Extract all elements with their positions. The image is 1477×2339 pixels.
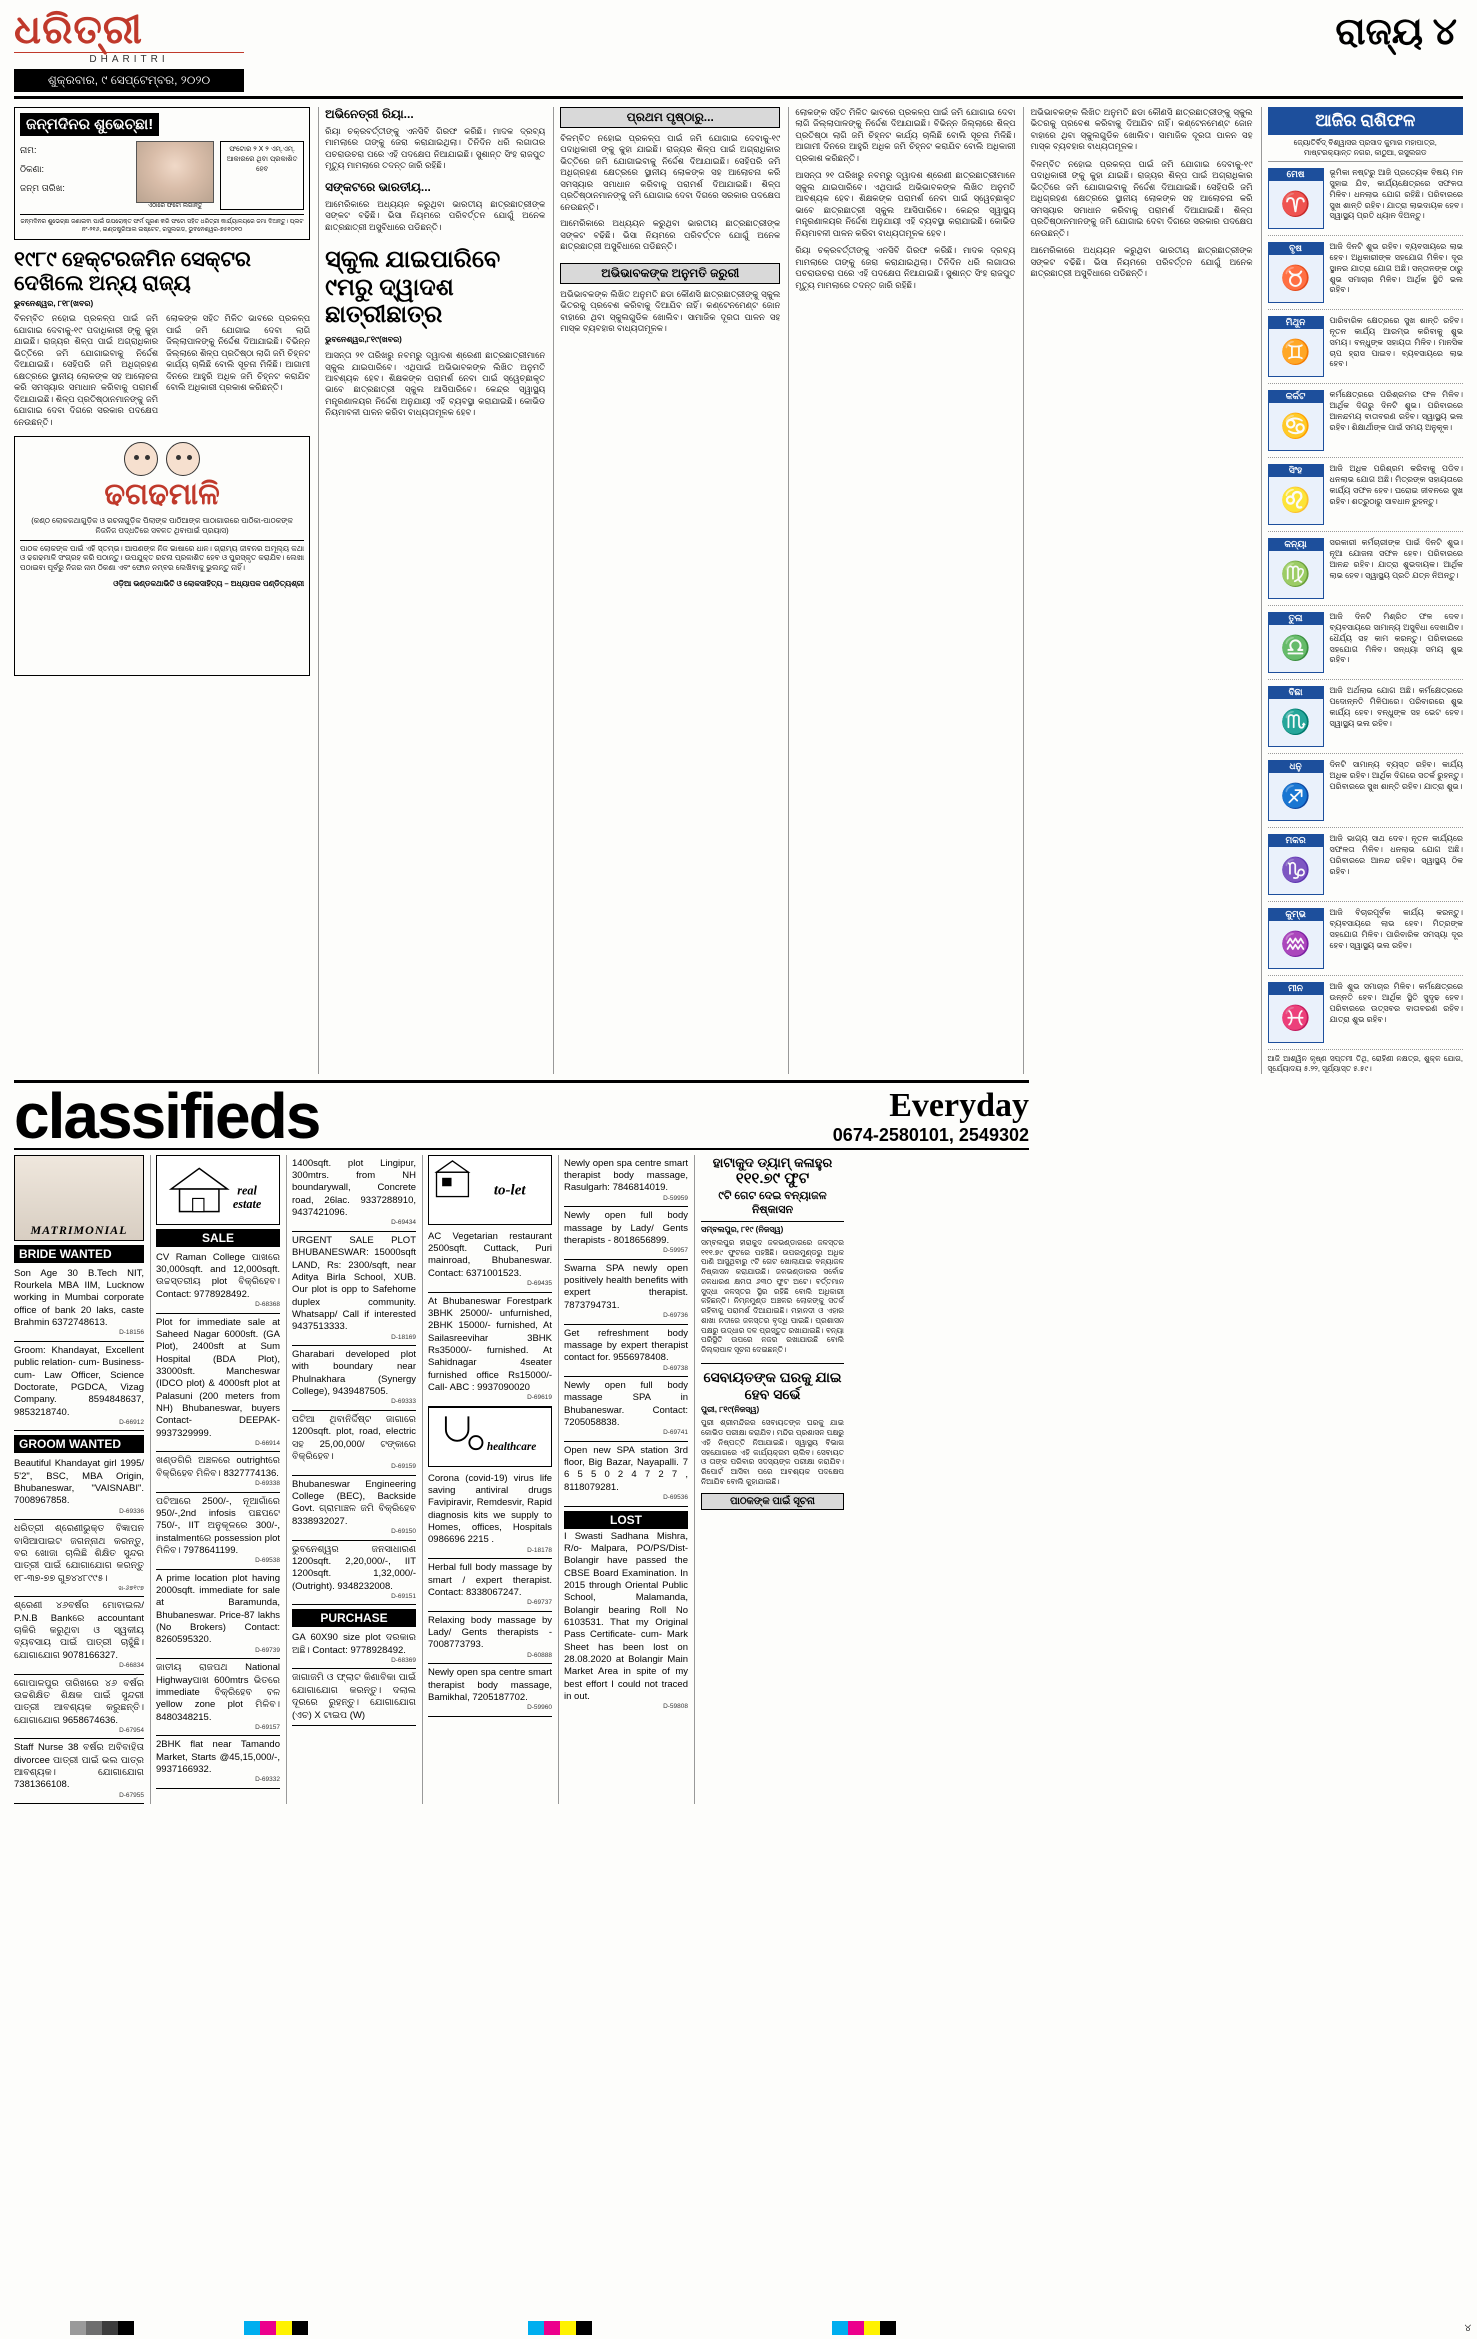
ad-text: Son Age 30 B.Tech NIT, Rourkela MBA IIM, Lucknow working in Mumbai corporate office of bank 20 laks, caste Brahmin 6372748613. xyxy=(14,1267,144,1329)
ad-text: Corona (covid-19) virus life saving antiviral drugs Favipiravir, Remdesvir, Rapid diagnosis kits we supply to Homes, offices, Hospitals 0986696 2215 . xyxy=(428,1472,552,1546)
horoscope-item xyxy=(1268,532,1463,606)
cartoon-title: ଢଗଢମାଳି xyxy=(104,478,220,512)
zodiac-name: କର୍କଟ xyxy=(1268,390,1324,403)
zodiac-name: ବୃଷ xyxy=(1268,242,1324,255)
stethoscope-icon xyxy=(429,1408,551,1466)
horoscope-item xyxy=(1268,976,1463,1050)
birthday-box xyxy=(14,107,310,240)
zodiac-badge xyxy=(1268,834,1324,895)
birthday-footnote: ଜନ୍ମଦିନର ଶୁଭେଚ୍ଛା ଜଣାଇବା ପାଇଁ ଉପରୋକ୍ତ ଫର୍ମ ପୂରଣ କରି ଫଟୋ ସହିତ ଧରିତ୍ରୀ କାର୍ଯ୍ୟାଳୟରେ ଜମା ଦିଅନ୍ତୁ। ପ୍ଲଟ ନଂ-୨୧୬, ଇଣ୍ଡଷ୍ଟ୍ରିଆଲ ଇଷ୍ଟେଟ, ରସୁଲଗଡ, ଭୁବନେଶ୍ୱର-୭୫୧୦୧୦ xyxy=(20,214,304,234)
zodiac-name: ମିଥୁନ xyxy=(1268,316,1324,329)
ad-code: D-66912 xyxy=(119,1418,144,1426)
zodiac-symbol xyxy=(1268,699,1324,747)
lead-body-1: ବିଳମ୍ବିତ ନହୋଇ ପ୍ରକଳ୍ପ ପାଇଁ ଜମି ଯୋଗାଇ ଦେବାକୁ-୧୯ ପଦାଧିକାରୀ ଙ୍କୁ କୁହା ଯାଇଛି। ରାଜ୍ୟର ଶିଳ୍ପ ପାଇଁ ଅଗ୍ରାଧିକାର ଭିତ୍ତିରେ ଜମି ଯୋଗାଇବାକୁ ନିର୍ଦ୍ଦେଶ ଦିଆଯାଇଛି। ସେହିପରି ଜମି ଅଧିଗ୍ରହଣ କ୍ଷେତ୍ରରେ ସ୍ଥାନୀୟ ଲୋକଙ୍କ ସହ ଆଲୋଚନା କରି ସମସ୍ୟାର ସମାଧାନ କରିବାକୁ ପରାମର୍ଶ ଦିଆଯାଇଛି। ଶିଳ୍ପ ପ୍ରତିଷ୍ଠାନମାନଙ୍କୁ ଜମି ଯୋଗାଇ ଦେବା ଦିଗରେ ସରକାର ପଦକ୍ଷେପ ନେଉଛନ୍ତି। xyxy=(14,313,159,427)
zodiac-badge xyxy=(1268,390,1324,451)
classified-ad xyxy=(292,1541,416,1606)
school-story xyxy=(325,247,545,419)
color-swatches-cmyk-1 xyxy=(244,2321,308,2335)
ad-code: D-59957 xyxy=(663,1247,688,1255)
ad-code: D-66914 xyxy=(255,1440,280,1447)
bride-wanted-ads xyxy=(14,1265,144,1432)
svg-text:to-let: to-let xyxy=(493,1182,526,1199)
horoscope-item xyxy=(1268,310,1463,384)
classified-ad xyxy=(14,1265,144,1342)
plot-ads xyxy=(292,1155,416,1606)
ad-text: ଜାଗାଜମି ଓ ଫ୍ଲାଟ କିଣାବିକା ପାଇଁ ଯୋଗାଯୋଗ କରନ୍ତୁ। ଦଲାଲ ଦୂରରେ ରୁହନ୍ତୁ। ଯୋଗାଯୋଗ (ଏଚ) X ଟାଇପ (W) xyxy=(292,1672,416,1721)
issue-date: ଶୁକ୍ରବାର, ୯ ସେପ୍ଟେମ୍ବର, ୨୦୨୦ xyxy=(14,69,244,92)
col-e-body: ଅଭିଭାବକଙ୍କ ଲିଖିତ ଅନୁମତି ଛଡା କୌଣସି ଛାତ୍ରଛାତ୍ରୀଙ୍କୁ ସ୍କୁଲ ଭିତରକୁ ପ୍ରବେଶ କରିବାକୁ ଦିଆଯିବ ନାହିଁ। କଣ୍ଟେନମେଣ୍ଟ ଜୋନ ବାହାରେ ଥିବା ସ୍କୁଲଗୁଡିକ ଖୋଲିବ। ସାମାଜିକ ଦୂରତା ପାଳନ ସହ ମାସ୍କ ବ୍ୟବହାର ବାଧ୍ୟତାମୂଳକ। xyxy=(1030,107,1253,152)
zodiac-glyph-icon: ♐ xyxy=(1280,783,1311,811)
ad-code: D-69157 xyxy=(255,1723,280,1731)
classified-ad xyxy=(292,1669,416,1725)
column-a xyxy=(14,107,310,1074)
classified-ad xyxy=(14,1342,144,1432)
face-icon xyxy=(124,442,158,476)
zodiac-glyph-icon: ♊ xyxy=(1280,339,1311,367)
ad-text: 2BHK flat near Tamando Market, Starts @45,15,000/-, 9937166932. xyxy=(156,1739,280,1776)
classified-ad xyxy=(428,1612,552,1664)
ad-text: Newly open full body massage SPA in Bhubaneswar. Contact: 7205058838. xyxy=(564,1379,688,1428)
sevayat-head: ସେବାୟତଙ୍କ ଘରକୁ ଯାଇ ହେବ ସର୍ଭେ xyxy=(701,1363,844,1403)
ad-text: CV Raman College ପାଖରେ 30,000sqft. and 12,000sqft. ଉଚ୍ଚସ୍ତରୀୟ plot ବିକ୍ରିହେବ। Contact: 9778928492. xyxy=(156,1251,280,1300)
ad-code: D-69739 xyxy=(255,1646,280,1654)
zodiac-badge xyxy=(1268,464,1324,525)
section-title: ରାଜ୍ୟ ୪ xyxy=(1335,11,1457,53)
horoscope-list xyxy=(1268,162,1463,1050)
purchase-header: PURCHASE xyxy=(292,1609,416,1627)
column-c xyxy=(553,107,780,1074)
horoscope-item xyxy=(1268,458,1463,532)
classifieds-title: classifieds xyxy=(14,1080,320,1153)
classified-ad xyxy=(156,1570,280,1660)
classified-ad xyxy=(14,1597,144,1674)
ad-text: GA 60X90 size plot ଦରକାର ଅଛି। Contact: 9778928492. xyxy=(292,1632,416,1656)
ad-code: D-69738 xyxy=(663,1364,688,1372)
ad-code: D-67954 xyxy=(119,1726,144,1734)
ad-text: Plot for immediate sale at Saheed Nagar 6000sft. (GA Plot), 2400sft at Sum Hospital (BDA Plot), 33000sft. Mancheswar (IDCO plot) & 4000sft plot at Palasuni (200 meters from NH) Bhubaneswar, buyers Contact- DEEPAK- 9937329999. xyxy=(156,1316,280,1439)
dam-head-3: ୯ଟି ଗେଟ ଦେଇ ବନ୍ୟାଜଳ ନିଷ୍କାସନ xyxy=(718,1190,827,1217)
classified-ad xyxy=(564,1155,688,1207)
color-swatches-left xyxy=(70,2321,134,2335)
face-icon xyxy=(166,442,200,476)
ad-code: D-69737 xyxy=(527,1599,552,1607)
birthday-field-name: ନାମ: xyxy=(20,145,37,155)
col-e-body-3: ଆମେରିକାରେ ଅଧ୍ୟୟନ କରୁଥିବା ଭାରତୀୟ ଛାତ୍ରଛାତ୍ରୀଙ୍କ ସଙ୍କଟ ବଢିଛି। ଭିସା ନିୟମରେ ପରିବର୍ତ୍ତନ ଯୋଗୁଁ ଅନେକ ଛାତ୍ରଛାତ୍ରୀ ଅସୁବିଧାରେ ପଡିଛନ୍ତି। xyxy=(1030,245,1253,279)
horoscope-item xyxy=(1268,902,1463,976)
zodiac-symbol xyxy=(1268,773,1324,821)
ad-text: ଧରିତ୍ରୀ ଶ୍ରେଣୀଭୁକ୍ତ ବିଜ୍ଞାପନ ବାସିଆପାଇଟ ଜଗନ୍ନାଥ କରନ୍ତୁ, ବର ଖୋଜା ଚାଲିଛି ଶିକ୍ଷିତ ସୁନ୍ଦର ପାତ୍ରୀ ପାଇଁ ଯୋଗାଯୋଗ କରନ୍ତୁ ୧୮-୩୭-୭୭ ଗୁ୭୪୪୮୯୯୫। xyxy=(14,1523,144,1584)
zodiac-badge xyxy=(1268,982,1324,1043)
cartoon-box xyxy=(14,436,310,676)
school-headline: ସ୍କୁଲ ଯାଇପାରିବେ ୯ମରୁ ଦ୍ୱାଦଶ ଛାତ୍ରୀଛାତ୍ର xyxy=(325,247,501,329)
ad-code: D-68368 xyxy=(255,1301,280,1309)
zodiac-name: ଧନୁ xyxy=(1268,760,1324,773)
ad-code: D-18169 xyxy=(391,1333,416,1341)
sale-header: SALE xyxy=(156,1229,280,1247)
zodiac-badge xyxy=(1268,760,1324,821)
classified-ad xyxy=(564,1207,688,1259)
cartoon-credit: ଓଡ଼ିଆ ଭଣ୍ଡକଥାଭିତି ଓ ଲୋକସାହିତ୍ୟ – ଅଧ୍ୟାପକ ପଣ୍ଡିତ୍ୟଶ୍ରୀ xyxy=(113,578,305,588)
zodiac-prediction: ଆଜି ଦିନଟି ମିଶ୍ରିତ ଫଳ ଦେବ। ବ୍ୟବସାୟରେ ସାମାନ୍ୟ ଅସୁବିଧା ଦେଖାଯିବ। ଧୈର୍ଯ୍ୟ ସହ କାମ କରନ୍ତୁ। ପରିବାରରେ ସହଯୋଗ ମିଳିବ। ସନ୍ଧ୍ୟା ସମୟ ଶୁଭ ରହିବ। xyxy=(1329,612,1463,665)
guardian-permission-head: ଅଭିଭାବକଙ୍କ ଅନୁମତି ଜରୁରୀ xyxy=(560,263,780,284)
classified-ad xyxy=(564,1442,688,1507)
ad-code: D-69736 xyxy=(663,1312,688,1320)
zodiac-badge xyxy=(1268,538,1324,599)
zodiac-name: କନ୍ୟା xyxy=(1268,538,1324,551)
classified-ad xyxy=(14,1739,144,1804)
ad-code: D-69434 xyxy=(391,1219,416,1227)
reader-notice-head: ପାଠକଙ୍କ ପାଇଁ ସୂଚନା xyxy=(701,1493,844,1510)
school-byline: ଭୁବନେଶ୍ୱର,୮୧୯(ଖବର) xyxy=(325,335,402,345)
ad-text: AC Vegetarian restaurant 2500sqft. Cuttack, Puri mainroad, Bhubaneswar. Contact: 6371001523. xyxy=(428,1230,552,1279)
classified-ad xyxy=(292,1232,416,1346)
dam-head-1: ହାଟାକୁଦ ଡ୍ୟାମ୍ କଳାହୁର xyxy=(712,1154,833,1170)
cartoon-body: ପାଠକ ଲୋକଙ୍କ ପାଇଁ ଏହି ସ୍ତମ୍ଭ। ଆପଣଙ୍କ ନିଜ ଭାଷାରେ ଧାନ। ଗ୍ରାମ୍ୟ ଜୀବନର ଅମୂଲ୍ୟ କଥା ଓ ଢଗଢମାଳି ସଂଗ୍ରହ କରି ପଠାନ୍ତୁ। ଉପଯୁକ୍ତ ରଚନା ପ୍ରକାଶିତ ହେବ ଓ ପୁରସ୍କୃତ କରାଯିବ। ଲେଖା ପଠାଇବା ପୂର୍ବରୁ ନିଜର ନାମ ଠିକଣା ଏବଂ ଫୋନ ନମ୍ବର ଲେଖିବାକୁ ଭୁଲନ୍ତୁ ନାହିଁ। xyxy=(20,543,305,573)
zodiac-symbol xyxy=(1268,847,1324,895)
zodiac-glyph-icon: ♏ xyxy=(1280,709,1311,737)
ad-code: D-69338 xyxy=(255,1480,280,1488)
ad-text: Get refreshment body massage by expert therapist contact for. 9556978408. xyxy=(564,1327,688,1364)
healthcare-graphic xyxy=(428,1407,552,1467)
col-d-body: ଲୋକଙ୍କ ସହିତ ମିଳିତ ଭାବରେ ପ୍ରକଳ୍ପ ପାଇଁ ଜମି ଯୋଗାଇ ଦେବା ଲାଗି ଜିଲ୍ଲାପାଳଙ୍କୁ ନିର୍ଦ୍ଦେଶ ଦିଆଯାଇଛି। ବିଭିନ୍ନ ଜିଲ୍ଲାରେ ଶିଳ୍ପ ପ୍ରତିଷ୍ଠା ଲାଗି ଜମି ଚିହ୍ନଟ କାର୍ଯ୍ୟ ଚାଲିଛି ବୋଲି ସୂଚନା ମିଳିଛି। ଆଗାମୀ ଦିନରେ ଆହୁରି ଅଧିକ ଜମି ଚିହ୍ନଟ କରାଯିବ ବୋଲି ଅଧିକାରୀ ପ୍ରକାଶ କରିଛନ୍ତି। xyxy=(795,107,1016,163)
ad-text: Swarna SPA newly open positively health benefits with expert therapist. 7873794731. xyxy=(564,1262,688,1311)
matrimonial-label: MATRIMONIAL xyxy=(30,1222,128,1237)
classified-ad xyxy=(292,1629,416,1669)
ad-text: ପଟିଆ ଥିବାନିର୍ଦ୍ଦିଷ୍ଟ ଜାଗାରେ 1200sqft. plot, road, electric ସହ 25,00,000/ ଟଙ୍କାରେ ବିକ୍ରିହେବ। xyxy=(292,1413,416,1462)
zodiac-glyph-icon: ♍ xyxy=(1280,561,1311,589)
ad-code: D-69333 xyxy=(391,1398,416,1406)
ad-text: ଖଣ୍ଡଗିରି ଅଞ୍ଚଳରେ outrightରେ ବିକ୍ରିହେବ ମିଳିବ। 8327774136. xyxy=(156,1455,280,1479)
top-section xyxy=(14,107,1463,1074)
ad-text: ଗୋପାଳପୁର ତାରିଖରେ ୪୬ ବର୍ଷର ଉଚ୍ଚଶିକ୍ଷିତ ଶିକ୍ଷକ ପାଇଁ ସୁନ୍ଦରୀ ପାତ୍ରୀ ଆବଶ୍ୟକ କରୁଛନ୍ତି। ଯୋଗାଯୋଗ 9658674636. xyxy=(14,1677,144,1726)
classified-ad xyxy=(428,1228,552,1293)
horoscope-column xyxy=(1261,107,1463,1074)
zodiac-symbol xyxy=(1268,255,1324,303)
zodiac-symbol xyxy=(1268,477,1324,525)
classified-ad xyxy=(428,1470,552,1560)
school-body: ଆସନ୍ତା ୨୧ ତାରିଖରୁ ନବମରୁ ଦ୍ୱାଦଶ ଶ୍ରେଣୀ ଛାତ୍ରଛାତ୍ରୀମାନେ ସ୍କୁଲ ଯାଇପାରିବେ। ଏଥିପାଇଁ ଅଭିଭାବକଙ୍କ ଲିଖିତ ଅନୁମତି ଆବଶ୍ୟକ ହେବ। ଶିକ୍ଷକଙ୍କ ପରାମର୍ଶ ନେବା ପାଇଁ ସ୍ୱେଚ୍ଛାକୃତ ଭାବେ ଛାତ୍ରଛାତ୍ରୀ ସ୍କୁଲ ଆସିପାରିବେ। କେନ୍ଦ୍ର ସ୍ୱାସ୍ଥ୍ୟ ମନ୍ତ୍ରଣାଳୟର ନିର୍ଦ୍ଦେଶ ଅନୁଯାୟୀ ଏହି ବ୍ୟବସ୍ଥା କରାଯାଇଛି। କୋଭିଡ ନିୟମାବଳୀ ପାଳନ କରିବା ବାଧ୍ୟତାମୂଳକ ହେବ। xyxy=(325,350,546,418)
zodiac-name: କୁମ୍ଭ xyxy=(1268,908,1324,921)
classified-ad xyxy=(14,1520,144,1597)
cartoon-faces xyxy=(20,442,304,476)
zodiac-badge xyxy=(1268,242,1324,303)
zodiac-glyph-icon: ♈ xyxy=(1280,191,1311,219)
classified-ad xyxy=(156,1249,280,1314)
classified-ad xyxy=(564,1377,688,1442)
photo-caption: ଏଠାରେ ଫଟୋ ଲଗାନ୍ତୁ xyxy=(147,203,203,209)
classified-ad xyxy=(292,1476,416,1541)
horoscope-item xyxy=(1268,384,1463,458)
to-let-icon xyxy=(429,1156,551,1224)
classified-column-5 xyxy=(558,1155,688,1804)
zodiac-glyph-icon: ♓ xyxy=(1280,1005,1311,1033)
classified-ad xyxy=(292,1155,416,1232)
zodiac-glyph-icon: ♉ xyxy=(1280,265,1311,293)
logo-roman: DHARITRI xyxy=(14,52,244,65)
classified-ad xyxy=(428,1559,552,1611)
purchase-ads xyxy=(292,1629,416,1726)
zodiac-symbol xyxy=(1268,181,1324,229)
zodiac-badge xyxy=(1268,316,1324,377)
col-d-body-2: ଆସନ୍ତା ୨୧ ତାରିଖରୁ ନବମରୁ ଦ୍ୱାଦଶ ଶ୍ରେଣୀ ଛାତ୍ରଛାତ୍ରୀମାନେ ସ୍କୁଲ ଯାଇପାରିବେ। ଏଥିପାଇଁ ଅଭିଭାବକଙ୍କ ଲିଖିତ ଅନୁମତି ଆବଶ୍ୟକ ହେବ। ଶିକ୍ଷକଙ୍କ ପରାମର୍ଶ ନେବା ପାଇଁ ସ୍ୱେଚ୍ଛାକୃତ ଭାବେ ଛାତ୍ରଛାତ୍ରୀ ସ୍କୁଲ ଆସିପାରିବେ। କେନ୍ଦ୍ର ସ୍ୱାସ୍ଥ୍ୟ ମନ୍ତ୍ରଣାଳୟର ନିର୍ଦ୍ଦେଶ ଅନୁଯାୟୀ ଏହି ବ୍ୟବସ୍ଥା କରାଯାଇଛି। କୋଭିଡ ନିୟମାବଳୀ ପାଳନ କରିବା ବାଧ୍ୟତାମୂଳକ ହେବ। xyxy=(795,170,1016,238)
classified-ad xyxy=(156,1493,280,1570)
horoscope-title: ଆଜିର ରାଶିଫଳ xyxy=(1268,107,1463,135)
ad-code: D-18178 xyxy=(527,1546,552,1554)
spa-ads xyxy=(564,1155,688,1507)
baby-photo xyxy=(136,141,214,203)
zodiac-symbol xyxy=(1268,551,1324,599)
zodiac-prediction: ଆଜି ବିଚାରପୂର୍ବକ କାର୍ଯ୍ୟ କରନ୍ତୁ। ବ୍ୟବସାୟରେ ଲାଭ ହେବ। ମିତ୍ରଙ୍କ ସହଯୋଗ ମିଳିବ। ପାରିବାରିକ ସମସ୍ୟା ଦୂର ହେବ। ସ୍ୱାସ୍ଥ୍ୟ ଭଲ ରହିବ। xyxy=(1329,908,1463,950)
classified-ad xyxy=(156,1659,280,1736)
dam-body: ସମ୍ବଲପୁର ହୀରାକୁଦ ଜଳଭଣ୍ଡାରରେ ଜଳସ୍ତର ୧୧୧.୭୯ ଫୁଟରେ ପହଞ୍ଚିଛି। ଉପରମୁଣ୍ଡରୁ ଅଧିକ ପାଣି ଆସୁଥିବାରୁ ୯ଟି ଗେଟ ଖୋଲାଯାଇ ବନ୍ୟାଜଳ ନିଷ୍କାସନ କରାଯାଉଛି। ଜଳଭଣ୍ଡାରର ସର୍ବୋଚ୍ଚ ଜଳଧାରଣ କ୍ଷମତା ୬୩୦ ଫୁଟ ଅଟେ। ବର୍ତ୍ତମାନ ସୁଦ୍ଧା ଜଳସ୍ତର ସ୍ଥିର ରହିଛି ବୋଲି ଅଧିକାରୀ କହିଛନ୍ତି। ନିମ୍ନମୁଣ୍ଡ ଅଞ୍ଚଳର ଲୋକଙ୍କୁ ସତର୍କ ରହିବାକୁ ପରାମର୍ଶ ଦିଆଯାଇଛି। ମହାନଦୀ ଓ ଏହାର ଶାଖା ନଦୀରେ ଜଳସ୍ତର ବୃଦ୍ଧି ପାଇଛି। ପ୍ରଶାସନ ପକ୍ଷରୁ ଉଦ୍ଧାର ଦଳ ପ୍ରସ୍ତୁତ ରଖାଯାଇଛି। ବନ୍ୟା ପରିସ୍ଥିତି ଉପରେ ନଜର ରଖାଯାଉଛି ବୋଲି ଜିଲ୍ଲାପାଳ ସୂଚନା ଦେଇଛନ୍ତି। xyxy=(701,1237,844,1355)
zodiac-symbol xyxy=(1268,921,1324,969)
svg-text:real: real xyxy=(237,1183,257,1198)
to-let-ads xyxy=(428,1228,552,1407)
horoscope-item xyxy=(1268,754,1463,828)
zodiac-name: ସିଂହ xyxy=(1268,464,1324,477)
healthcare-ads xyxy=(428,1470,552,1717)
birthday-ad-box: ଫଟୋର ୨ X ୨ ଏମ୍.ଏମ୍. ଆକାରରେ ଥିବା ପ୍ରକାଶିତ ହେବ xyxy=(220,141,304,210)
ad-text: Relaxing body massage by Lady/ Gents therapists - 7008773793. xyxy=(428,1614,552,1651)
ad-code: D-69536 xyxy=(663,1494,688,1502)
bride-wanted-header: BRIDE WANTED xyxy=(14,1245,144,1263)
ad-text: Open new SPA station 3rd floor, Big Bazar, Nayapalli. 7 6 5 5 0 2 4 7 2 7 , 8118079281. xyxy=(564,1444,688,1493)
zodiac-name: ମେଷ xyxy=(1268,168,1324,181)
ad-text: Bhubaneswar Engineering College (BEC), Backside Govt. ଗ୍ରାମାଞ୍ଚଳ ଜମି ବିକ୍ରିହେବ 8338932027. xyxy=(292,1478,416,1527)
classifieds-phone[interactable]: 0674-2580101, 2549302 xyxy=(832,1124,1029,1145)
real-estate-graphic xyxy=(156,1155,280,1225)
col-c-body-2: ଆମେରିକାରେ ଅଧ୍ୟୟନ କରୁଥିବା ଭାରତୀୟ ଛାତ୍ରଛାତ୍ରୀଙ୍କ ସଙ୍କଟ ବଢିଛି। ଭିସା ନିୟମରେ ପରିବର୍ତ୍ତନ ଯୋଗୁଁ ଅନେକ ଛାତ୍ରଛାତ୍ରୀ ଅସୁବିଧାରେ ପଡିଛନ୍ତି। xyxy=(560,218,781,252)
zodiac-symbol xyxy=(1268,995,1324,1043)
ad-code: D-69538 xyxy=(255,1557,280,1565)
logo-block xyxy=(14,7,244,92)
zodiac-badge xyxy=(1268,168,1324,229)
zodiac-glyph-icon: ♑ xyxy=(1280,857,1311,885)
ad-text: ଜାତୀୟ ରାଜପଥ National Highwayପାଖ 600mtrs ଭିତରେ immediate ବିକ୍ରିହେବ ବଳ yellow zone plot ମିଳିବ। 8480348215. xyxy=(156,1662,280,1723)
zodiac-prediction: ଆଜି ଅଧିକ ପରିଶ୍ରମ କରିବାକୁ ପଡିବ। ଧନଲାଭ ଯୋଗ ଅଛି। ମିତ୍ରଙ୍କ ସହାୟତାରେ କାର୍ଯ୍ୟ ସଫଳ ହେବ। ଘରୋଇ ଜୀବନରେ ସୁଖ ରହିବ। ଶତ୍ରୁଠାରୁ ସାବଧାନ ରୁହନ୍ତୁ। xyxy=(1329,464,1463,506)
zodiac-glyph-icon: ♒ xyxy=(1280,931,1311,959)
ad-text: Staff Nurse 38 ବର୍ଷର ଅବିବାହିତା divorcee ପାତ୍ରୀ ପାଇଁ ଭଲ ପାତ୍ର ଆବଶ୍ୟକ। ଯୋଗାଯୋଗ 7381366108. xyxy=(14,1742,144,1791)
ad-code: D-69741 xyxy=(663,1429,688,1437)
birthday-title: ଜନ୍ମଦିନର ଶୁଭେଚ୍ଛା! xyxy=(20,113,159,136)
zodiac-prediction: ଦିନଟି ସାମାନ୍ୟ ବ୍ୟସ୍ତ ରହିବ। କାର୍ଯ୍ୟ ଅଧିକ ରହିବ। ଆର୍ଥିକ ଦିଗରେ ସତର୍କ ରୁହନ୍ତୁ। ପରିବାରରେ ସୁଖ ଶାନ୍ତି ରହିବ। ଯାତ୍ରା ଶୁଭ। xyxy=(1329,760,1463,791)
lost-code: D-59808 xyxy=(663,1703,688,1711)
col-d-body-3: ରିୟା ଚକ୍ରବର୍ତ୍ତୀଙ୍କୁ ଏନସିବି ଗିରଫ କରିଛି। ମାଦକ ଦ୍ରବ୍ୟ ମାମଲାରେ ତାଙ୍କୁ ଜେରା କରାଯାଇଥିଲା। ତିନିଦିନ ଧରି ଲଗାତାର ପଚରାଉଚରା ପରେ ଏହି ପଦକ୍ଷେପ ନିଆଯାଇଛି। ସୁଶାନ୍ତ ସିଂହ ରାଜପୁତ ମୃତ୍ୟୁ ମାମଲାରେ ତଦନ୍ତ ଜାରି ରହିଛି। xyxy=(795,245,1016,290)
classified-column-matrimonial xyxy=(14,1155,144,1804)
col-e-body-2: ବିଳମ୍ବିତ ନହୋଇ ପ୍ରକଳ୍ପ ପାଇଁ ଜମି ଯୋଗାଇ ଦେବାକୁ-୧୯ ପଦାଧିକାରୀ ଙ୍କୁ କୁହା ଯାଇଛି। ରାଜ୍ୟର ଶିଳ୍ପ ପାଇଁ ଅଗ୍ରାଧିକାର ଭିତ୍ତିରେ ଜମି ଯୋଗାଇବାକୁ ନିର୍ଦ୍ଦେଶ ଦିଆଯାଇଛି। ସେହିପରି ଜମି ଅଧିଗ୍ରହଣ କ୍ଷେତ୍ରରେ ସ୍ଥାନୀୟ ଲୋକଙ୍କ ସହ ଆଲୋଚନା କରି ସମସ୍ୟାର ସମାଧାନ କରିବାକୁ ପରାମର୍ଶ ଦିଆଯାଇଛି। ଶିଳ୍ପ ପ୍ରତିଷ୍ଠାନମାନଙ୍କୁ ଜମି ଯୋଗାଇ ଦେବା ଦିଗରେ ସରକାର ପଦକ୍ଷେପ ନେଉଛନ୍ତି। xyxy=(1030,158,1253,238)
color-swatches-cmyk-2 xyxy=(528,2321,592,2335)
col-c-body: ବିଳମ୍ବିତ ନହୋଇ ପ୍ରକଳ୍ପ ପାଇଁ ଜମି ଯୋଗାଇ ଦେବାକୁ-୧୯ ପଦାଧିକାରୀ ଙ୍କୁ କୁହା ଯାଇଛି। ରାଜ୍ୟର ଶିଳ୍ପ ପାଇଁ ଅଗ୍ରାଧିକାର ଭିତ୍ତିରେ ଜମି ଯୋଗାଇବାକୁ ନିର୍ଦ୍ଦେଶ ଦିଆଯାଇଛି। ସେହିପରି ଜମି ଅଧିଗ୍ରହଣ କ୍ଷେତ୍ରରେ ସ୍ଥାନୀୟ ଲୋକଙ୍କ ସହ ଆଲୋଚନା କରି ସମସ୍ୟାର ସମାଧାନ କରିବାକୁ ପରାମର୍ଶ ଦିଆଯାଇଛି। ଶିଳ୍ପ ପ୍ରତିଷ୍ଠାନମାନଙ୍କୁ ଜମି ଯୋଗାଇ ଦେବା ଦିଗରେ ସରକାର ପଦକ୍ଷେପ ନେଉଛନ୍ତି। xyxy=(560,133,781,212)
zodiac-prediction: ଆଜି ଭାଗ୍ୟ ସାଥ ଦେବ। ନୂତନ କାର୍ଯ୍ୟରେ ସଫଳତା ମିଳିବ। ଧନଲାଭ ଯୋଗ ଅଛି। ପରିବାରରେ ଆନନ୍ଦ ରହିବ। ସ୍ୱାସ୍ଥ୍ୟ ଠିକ ରହିବ। xyxy=(1329,834,1463,876)
classified-column-3 xyxy=(286,1155,416,1804)
zodiac-name: ବିଛା xyxy=(1268,686,1324,699)
classified-column-tolet xyxy=(422,1155,552,1804)
ad-text: Newly open spa centre smart therapist body massage, Rasulgarh: 7846814019. xyxy=(564,1157,688,1194)
ad-code: D-59960 xyxy=(527,1704,552,1712)
zodiac-symbol xyxy=(1268,625,1324,673)
zodiac-prediction: ପାରିବାରିକ କ୍ଷେତ୍ରରେ ସୁଖ ଶାନ୍ତି ରହିବ। ନୂତନ କାର୍ଯ୍ୟ ଆରମ୍ଭ କରିବାକୁ ଶୁଭ ସମୟ। ବନ୍ଧୁଙ୍କ ସହାୟତା ମିଳିବ। ମାନସିକ ଚାପ ହ୍ରାସ ପାଇବ। ବ୍ୟବସାୟରେ ଲାଭ ହେବ। xyxy=(1329,316,1463,369)
horoscope-item xyxy=(1268,828,1463,902)
svg-text:healthcare: healthcare xyxy=(486,1440,537,1453)
col-b-body: ରିୟା ଚକ୍ରବର୍ତ୍ତୀଙ୍କୁ ଏନସିବି ଗିରଫ କରିଛି। ମାଦକ ଦ୍ରବ୍ୟ ମାମଲାରେ ତାଙ୍କୁ ଜେରା କରାଯାଇଥିଲା। ତିନିଦିନ ଧରି ଲଗାତାର ପଚରାଉଚରା ପରେ ଏହି ପଦକ୍ଷେପ ନିଆଯାଇଛି। ସୁଶାନ୍ତ ସିଂହ ରାଜପୁତ ମୃତ୍ୟୁ ମାମଲାରେ ତଦନ୍ତ ଜାରି ରହିଛି। xyxy=(325,126,546,171)
sale-ads xyxy=(156,1249,280,1789)
color-swatches-cmyk-3 xyxy=(832,2321,896,2335)
horoscope-item xyxy=(1268,162,1463,236)
horoscope-item xyxy=(1268,680,1463,754)
classifieds-section xyxy=(14,1155,1463,1804)
ad-code: D-68369 xyxy=(391,1657,416,1665)
classified-ad xyxy=(156,1314,280,1453)
ad-text: At Bhubaneswar Forestpark 3BHK 25000/- unfurnished, 2BHK 15000/- furnished, At Sailasreevihar 3BHK Rs35000/- furnished. At Sahidnagar 4seater furnished office Rs15000/- Call- ABC : 9937090020 xyxy=(428,1295,552,1393)
ad-code: D-69336 xyxy=(119,1507,144,1515)
classified-ad xyxy=(428,1664,552,1716)
classified-ad xyxy=(156,1736,280,1788)
column-b xyxy=(318,107,545,1074)
col-b-head: ଅଭିନେତ୍ରୀ ରିୟା... xyxy=(325,107,414,121)
horoscope-item xyxy=(1268,606,1463,680)
to-let-graphic xyxy=(428,1155,552,1225)
ad-code: D-69150 xyxy=(391,1528,416,1536)
zodiac-prediction: ଆଜି ଅର୍ଥଲାଭ ଯୋଗ ଅଛି। କର୍ମକ୍ଷେତ୍ରରେ ପଦୋନ୍ନତି ମିଳିପାରେ। ପରିବାରରେ ଶୁଭ କାର୍ଯ୍ୟ ହେବ। ବନ୍ଧୁଙ୍କ ସହ ଭେଟ ହେବ। ସ୍ୱାସ୍ଥ୍ୟ ଭଲ ରହିବ। xyxy=(1329,686,1463,728)
classified-ad xyxy=(156,1452,280,1492)
dam-news-column xyxy=(694,1155,844,1804)
ad-text: Beautiful Khandayat girl 1995/ 5'2", BSC, MBA Origin, Bhubaneswar, "VAISNABI". 7008967858. xyxy=(14,1458,144,1507)
zodiac-badge xyxy=(1268,908,1324,969)
zodiac-name: ମକର xyxy=(1268,834,1324,847)
ad-code: D-69619 xyxy=(527,1394,552,1402)
classified-ad xyxy=(292,1346,416,1411)
classified-ad xyxy=(564,1325,688,1377)
horoscope-item xyxy=(1268,236,1463,310)
ad-text: Herbal full body massage by smart / expert therapist. Contact: 8338067247. xyxy=(428,1562,552,1598)
ad-text: URGENT SALE PLOT BHUBANESWAR: 15000sqft LAND, Rs: 2300/sqft, near Aditya Birla School, XUB. Our plot is opp to Safehome duplex community. Whatsapp/ Call if interested 9437513333. xyxy=(292,1234,416,1333)
lost-header: LOST xyxy=(564,1511,688,1529)
zodiac-name: ମୀନ xyxy=(1268,982,1324,995)
birthday-photo xyxy=(136,141,214,210)
ad-text: Newly open full body massage by Lady/ Gents therapists - 8018656899. xyxy=(564,1210,688,1246)
col-b-body-2: ଆମେରିକାରେ ଅଧ୍ୟୟନ କରୁଥିବା ଭାରତୀୟ ଛାତ୍ରଛାତ୍ରୀଙ୍କ ସଙ୍କଟ ବଢିଛି। ଭିସା ନିୟମରେ ପରିବର୍ତ୍ତନ ଯୋଗୁଁ ଅନେକ ଛାତ୍ରଛାତ୍ରୀ ଅସୁବିଧାରେ ପଡିଛନ୍ତି। xyxy=(325,198,546,232)
zodiac-badge xyxy=(1268,612,1324,673)
zodiac-prediction: ସରକାରୀ କର୍ମଚାରୀଙ୍କ ପାଇଁ ଦିନଟି ଶୁଭ। ନୂଆ ଯୋଜନା ସଫଳ ହେବ। ପରିବାରରେ ଆନନ୍ଦ ରହିବ। ଯାତ୍ରା ଶୁଭଦାୟକ। ଆର୍ଥିକ ଲାଭ ହେବ। ସ୍ୱାସ୍ଥ୍ୟ ପ୍ରତି ଯତ୍ନ ନିଅନ୍ତୁ। xyxy=(1329,538,1463,580)
classified-column-realestate xyxy=(150,1155,280,1804)
groom-wanted-ads xyxy=(14,1455,144,1804)
zodiac-badge xyxy=(1268,686,1324,747)
ad-text: ଶ୍ରେଣୀ ୪୬ବର୍ଷର ମୋବାଇଲ/ P.N.B Bankରେ accountant ଚାକିରି କରୁଥିବା ଓ ସ୍ୱକୀୟ ବ୍ୟବସାୟ ପାଇଁ ପାତ୍ରୀ ଚାହୁଁଛି। ଯୋଗାଯୋଗ 9078166327. xyxy=(14,1600,144,1661)
masthead xyxy=(14,7,1463,99)
col-b-head-2: ସଙ୍କଟରେ ଭାରତୀୟ... xyxy=(325,179,431,194)
classifieds-everyday: Everyday xyxy=(889,1086,1029,1124)
sevayat-body: ପୁରୀ ଶ୍ରୀମନ୍ଦିରର ସେବାୟତଙ୍କ ଘରକୁ ଯାଇ କୋଭିଡ ପରୀକ୍ଷା କରାଯିବ। ମନ୍ଦିର ପ୍ରଶାସନ ପକ୍ଷରୁ ଏହି ନିଷ୍ପତ୍ତି ନିଆଯାଇଛି। ସ୍ୱାସ୍ଥ୍ୟ ବିଭାଗ ସହଯୋଗରେ ଏହି କାର୍ଯ୍ୟକ୍ରମ ଚାଲିବ। ସେବାୟତ ଓ ତାଙ୍କ ପରିବାର ସଦସ୍ୟଙ୍କ ପରୀକ୍ଷା କରାଯିବ। ରିପୋର୍ଟ ଆସିବା ପରେ ଆବଶ୍ୟକ ପଦକ୍ଷେପ ନିଆଯିବ ବୋଲି କୁହାଯାଇଛି। xyxy=(701,1418,844,1486)
svg-text:estate: estate xyxy=(232,1196,262,1211)
lead-body-2: ଲୋକଙ୍କ ସହିତ ମିଳିତ ଭାବରେ ପ୍ରକଳ୍ପ ପାଇଁ ଜମି ଯୋଗାଇ ଦେବା ଲାଗି ଜିଲ୍ଲାପାଳଙ୍କୁ ନିର୍ଦ୍ଦେଶ ଦିଆଯାଇଛି। ବିଭିନ୍ନ ଜିଲ୍ଲାରେ ଶିଳ୍ପ ପ୍ରତିଷ୍ଠା ଲାଗି ଜମି ଚିହ୍ନଟ କାର୍ଯ୍ୟ ଚାଲିଛି ବୋଲି ସୂଚନା ମିଳିଛି। ଆଗାମୀ ଦିନରେ ଆହୁରି ଅଧିକ ଜମି ଚିହ୍ନଟ କରାଯିବ ବୋଲି ଅଧିକାରୀ ପ୍ରକାଶ କରିଛନ୍ତି। xyxy=(166,313,311,393)
zodiac-prediction: ଆଜି ଦିନଟି ଶୁଭ ରହିବ। ବ୍ୟବସାୟରେ ଲାଭ ହେବ। ଅଧିକାରୀଙ୍କ ସହଯୋଗ ମିଳିବ। ଦୂର ସ୍ଥାନର ଯାତ୍ରା ଯୋଗ ଅଛି। ସନ୍ତାନଙ୍କ ଠାରୁ ଶୁଭ ସମାଚାର ମିଳିବ। ଆର୍ଥିକ ସ୍ଥିତି ଭଲ ରହିବ। xyxy=(1329,242,1463,295)
classified-ad xyxy=(14,1455,144,1520)
zodiac-prediction: ଭୂମିକା ନଷ୍ଟରୁ ଆଜି ପ୍ରତ୍ୟେକ ବିଷୟ ମନ ସୁହାଇ ଯିବ, କାର୍ଯ୍ୟକ୍ଷେତ୍ରରେ ସଫଳତା ମିଳିବ। ଧନଲାଭ ଯୋଗ ରହିଛି। ପରିବାରରେ ସୁଖ ଶାନ୍ତି ରହିବ। ଯାତ୍ରା ଲାଭଦାୟକ ହେବ। ସ୍ୱାସ୍ଥ୍ୟ ପ୍ରତି ଧ୍ୟାନ ଦିଅନ୍ତୁ। xyxy=(1329,168,1463,221)
ad-text: 1400sqft. plot Lingipur, 300mtrs. from NH boundarywall, Concrete road, 26lac. 9337288910, 9437421096. xyxy=(292,1157,416,1219)
ad-code: D-69151 xyxy=(391,1592,416,1600)
lead-byline: ଭୁବନେଶ୍ୱର, ୮୧୮(ଖବର) xyxy=(14,299,94,309)
classified-ad xyxy=(14,1675,144,1740)
ad-text: Newly open spa centre smart therapist body massage, Bamikhal, 7205187702. xyxy=(428,1667,552,1703)
ad-text: A prime location plot having 2000sqft. immediate for sale at Baramunda, Bhubaneswar. Price-87 lakhs (No Brokers) Contact: 8260595320. xyxy=(156,1572,280,1646)
lost-body: I Swasti Sadhana Mishra, R/o- Malpara, PO/PS/Dist- Bolangir have passed the CBSE Board Examination. In 2015 through Oriental Public School, Malamanda, Bolangir bearing Roll No 6103531. That my Original Pass Certificate- cum- Mark Sheet has been lost on 28.08.2020 at Bolangir Main Market Area in spite of my best effort I could not traced in out. xyxy=(564,1530,688,1703)
ad-text: Gharabari developed plot with boundary near Phulnakhara (Synergy College), 9439487505. xyxy=(292,1349,416,1398)
birthday-fields xyxy=(20,141,130,210)
ad-code: D-69435 xyxy=(527,1280,552,1288)
classified-ad xyxy=(564,1260,688,1325)
ad-code: D-60888 xyxy=(527,1651,552,1659)
birthday-field-address: ଠିକଣା: xyxy=(20,163,45,174)
logo-text: ଧରିତ୍ରୀ xyxy=(14,7,143,52)
zodiac-symbol xyxy=(1268,403,1324,451)
ad-text: Groom: Khandayat, Excellent public relation- cum- Business- cum- Law Officer, Science Doctorate, PGDCA, Vizag Company. 8594848637, 9853218740. xyxy=(14,1344,144,1418)
zodiac-symbol xyxy=(1268,329,1324,377)
groom-wanted-header: GROOM WANTED xyxy=(14,1435,144,1453)
classifieds-banner xyxy=(14,1080,1029,1153)
zodiac-name: ତୁଳା xyxy=(1268,612,1324,625)
lead-headline: ୧୯୮୯ ହେକ୍ଟରଜମିନ ସେକ୍ଟର ଦେଖିଲେ ଅନ୍ୟ ରାଜ୍ୟ xyxy=(14,247,251,296)
dam-head-2: ୧୧୧.୭୯ ଫୁଟ xyxy=(735,1170,810,1188)
zodiac-glyph-icon: ♌ xyxy=(1280,487,1311,515)
ad-text: ପଟିଆରେ 2500/-, ନୂଆଗାଁରେ 950/-,2nd infosis ପଛପଟେ 750/-, IIT ଅନୁକୂଳରେ 300/-, instalmentରେ possession plot ମିଳିବ। 7978641199. xyxy=(156,1495,280,1556)
matrimonial-graphic xyxy=(14,1155,144,1241)
sevayat-byline: ପୁରୀ, ୮୧୯(ନିଜସ୍ୱ) xyxy=(701,1405,760,1415)
ad-code: D-66834 xyxy=(119,1662,144,1670)
horoscope-astrologer: ଜ୍ୟୋତିର୍ବିଦ୍ ବିଶ୍ୱାସର ପ୍ରସାଦ କୁମାର ମହାପାତ୍ର, ମାଷ୍ଟରକ୍ୟାନ୍ତ ନଗର, କାଠୁଆ, ରସୁଲଗଡ xyxy=(1268,135,1463,162)
ad-text: ଭୁବନେଶ୍ୱର ଜନସାଧାରଣ 1200sqft. 2,20,000/-, IIT 1200sqft. 1,32,000/- (Outright). 9348232008. xyxy=(292,1543,416,1592)
birthday-field-dob: ଜନ୍ମ ତାରିଖ: xyxy=(20,182,65,193)
ad-code: D-69159 xyxy=(391,1463,416,1471)
ad-code: ଖ-୬୭୧୯୭ xyxy=(118,1584,144,1592)
zodiac-glyph-icon: ♎ xyxy=(1280,635,1311,663)
dam-byline: ସମ୍ବଲପୁର, ୮୧୯ (ନିଜସ୍ୱ) xyxy=(701,1224,784,1234)
column-d xyxy=(788,107,1015,1074)
ad-code: D-67955 xyxy=(119,1791,144,1799)
cartoon-subtitle: (କଣ୍ଠ ଲୋକକଥାଗୁଡ଼ିକ ଓ ରଚନାଗୁଡ଼ିକ ପିଲାଙ୍କ ପାଠିଆଙ୍କ ପାଠାଗାରରେ ପାଠିକା-ପାଠକଙ୍କ ନିଜନିଜ ପଦ୍ଧତିରେ ସବଳତ ଥିବାପାଇଁ ପ୍ରୟାସ) xyxy=(31,516,293,535)
print-color-bar xyxy=(0,2317,1477,2339)
front-page-continuation-label: ପ୍ରଥମ ପୃଷ୍ଠାରୁ... xyxy=(560,107,780,128)
classified-ad xyxy=(292,1411,416,1476)
page-number: ୪ xyxy=(1464,2322,1471,2334)
column-e xyxy=(1023,107,1252,1074)
ad-code: D-59959 xyxy=(663,1194,688,1202)
zodiac-glyph-icon: ♋ xyxy=(1280,413,1311,441)
col-c-body-3: ଅଭିଭାବକଙ୍କ ଲିଖିତ ଅନୁମତି ଛଡା କୌଣସି ଛାତ୍ରଛାତ୍ରୀଙ୍କୁ ସ୍କୁଲ ଭିତରକୁ ପ୍ରବେଶ କରିବାକୁ ଦିଆଯିବ ନାହିଁ। କଣ୍ଟେନମେଣ୍ଟ ଜୋନ ବାହାରେ ଥିବା ସ୍କୁଲଗୁଡିକ ଖୋଲିବ। ସାମାଜିକ ଦୂରତା ପାଳନ ସହ ମାସ୍କ ବ୍ୟବହାର ବାଧ୍ୟତାମୂଳକ। xyxy=(560,288,781,334)
classified-ad xyxy=(428,1293,552,1407)
ad-code: D-18156 xyxy=(119,1329,144,1337)
zodiac-prediction: କର୍ମକ୍ଷେତ୍ରରେ ପରିଶ୍ରମର ଫଳ ମିଳିବ। ଆର୍ଥିକ ଦିଗରୁ ଦିନଟି ଶୁଭ। ପରିବାରରେ ଆନନ୍ଦମୟ ବାତାବରଣ ରହିବ। ସ୍ୱାସ୍ଥ୍ୟ ଭଲ ରହିବ। ଶିକ୍ଷାର୍ଥୀଙ୍କ ପାଇଁ ସମୟ ଅନୁକୂଳ। xyxy=(1329,390,1463,432)
zodiac-prediction: ଆଜି ଶୁଭ ସମାଚାର ମିଳିବ। କର୍ମକ୍ଷେତ୍ରରେ ଉନ୍ନତି ହେବ। ଆର୍ଥିକ ସ୍ଥିତି ସୁଦୃଢ ହେବ। ପରିବାରରେ ଉତ୍ସବର ବାତାବରଣ ରହିବ। ଯାତ୍ରା ଶୁଭ ରହିବ। xyxy=(1329,982,1463,1024)
horoscope-footer: ଆଜି ଆଶ୍ୱିନ କୃଷ୍ଣ ସପ୍ତମୀ ତିଥି, ରୋହିଣୀ ନକ୍ଷତ୍ର, ଶୁକ୍ଳ ଯୋଗ, ସୂର୍ଯ୍ୟୋଦୟ ୫.୨୨, ସୂର୍ଯ୍ୟାସ୍ତ ୫.୫୯। xyxy=(1267,1054,1463,1073)
house-icon xyxy=(157,1156,279,1224)
ad-code: D-69332 xyxy=(255,1776,280,1784)
